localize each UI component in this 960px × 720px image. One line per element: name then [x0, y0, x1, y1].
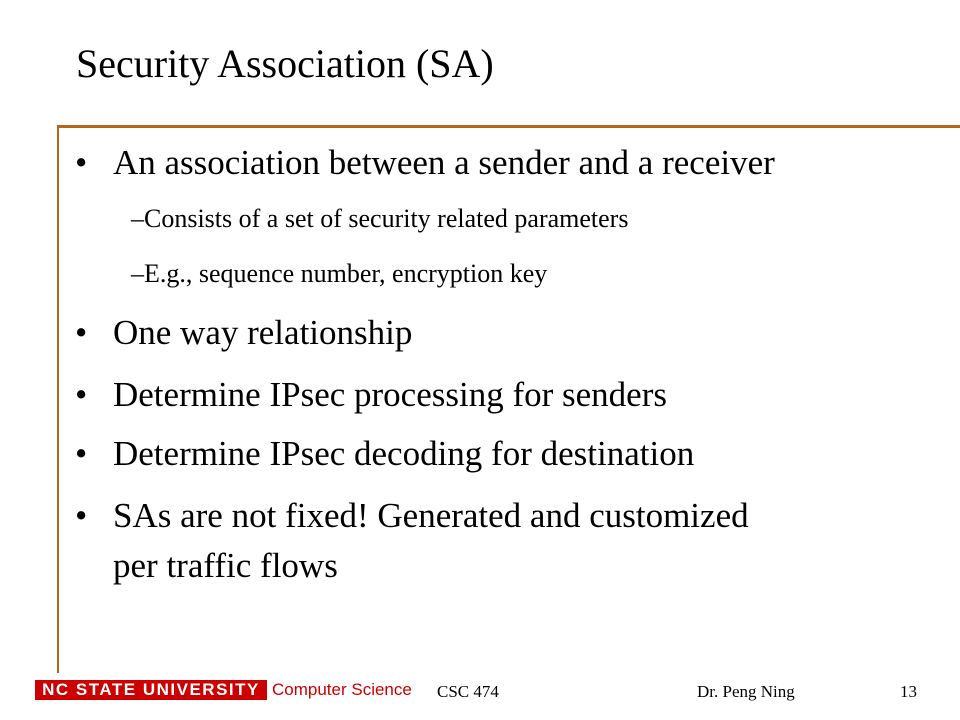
bullet-dot-icon: •	[75, 143, 88, 182]
bullet-dot-icon: •	[75, 375, 88, 414]
bullet-dot-icon: •	[75, 496, 88, 535]
bullet-text: SAs are not fixed! Generated and customized	[113, 496, 749, 535]
title-divider-horizontal	[57, 125, 960, 128]
department-name: Computer Science	[272, 680, 412, 699]
bullet-text: One way relationship	[113, 313, 413, 352]
author-name: Dr. Peng Ning	[697, 682, 795, 701]
bullet-text: Determine IPsec decoding for destination	[113, 434, 695, 473]
bullet-dot-icon: •	[75, 313, 88, 352]
bullet-dot-icon: •	[75, 434, 88, 473]
title-divider-vertical	[57, 125, 59, 673]
bullet-text: An association between a sender and a receiver	[113, 143, 775, 182]
page-number: 13	[900, 682, 917, 701]
sub-bullet-item: –Consists of a set of security related parameters	[131, 204, 629, 233]
bullet-text: Determine IPsec processing for senders	[113, 375, 667, 414]
course-code: CSC 474	[437, 682, 499, 701]
slide-title: Security Association (SA)	[76, 41, 494, 86]
bullet-text: per traffic flows	[113, 546, 338, 585]
university-logo: NC STATE UNIVERSITY	[35, 680, 267, 700]
sub-bullet-item: –E.g., sequence number, encryption key	[131, 259, 548, 288]
